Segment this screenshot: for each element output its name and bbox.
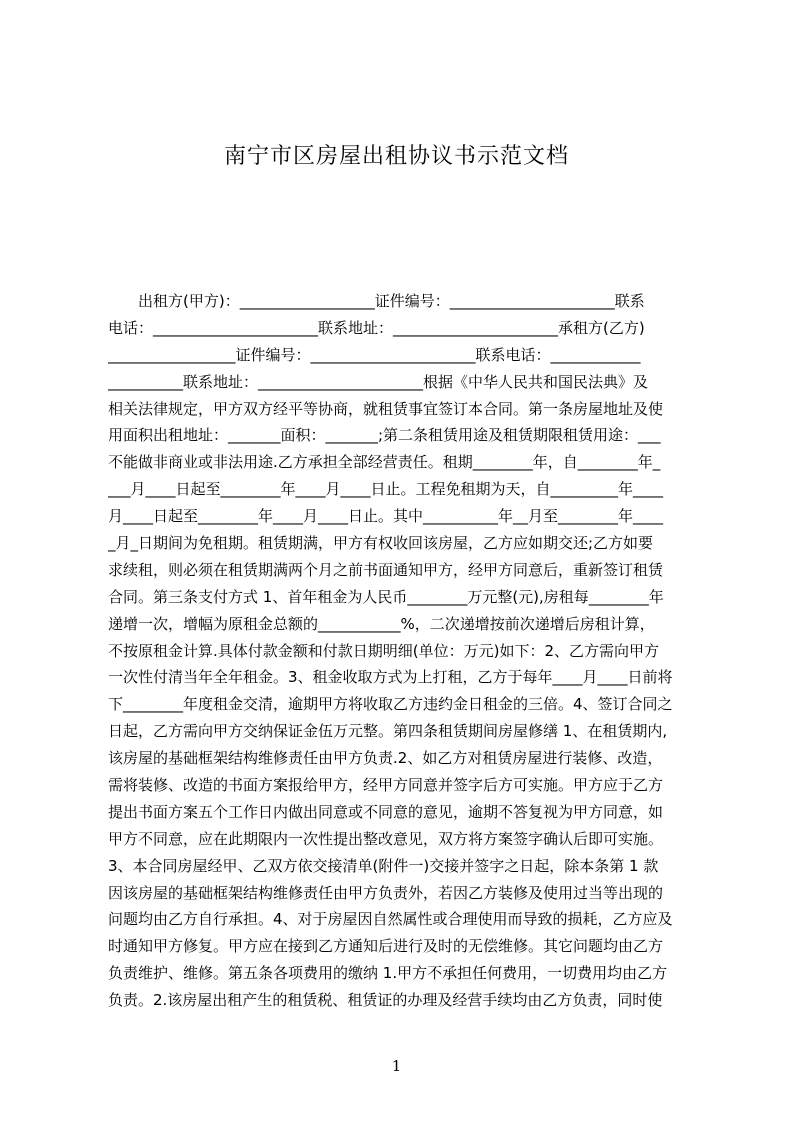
contract-body (108, 288, 698, 1014)
body-line: _________________证件编号：______________________联系电话：____________ (108, 345, 641, 364)
body-line: 月____日起至________年____月____日止。其中__________年__月至________年____ (108, 507, 664, 526)
body-line: 提出书面方案五个工作日内做出同意或不同意的意见，逾期不答复视为甲方同意，如 (108, 802, 664, 821)
body-line: 不能做非商业或非法用途.乙方承担全部经营责任。租期________年，自________年_ (108, 453, 661, 472)
body-line: 合同。第三条支付方式 1、首年租金为人民币________万元整(元),房租每________年 (108, 587, 664, 606)
body-line: 该房屋的基础框架结构维修责任由甲方负责.2、如乙方对租赁房屋进行装修、改造， (108, 749, 663, 768)
body-line: ___月____日起至________年____月____日止。工程免租期为天，自_________年____ (108, 480, 664, 499)
document-title: 南宁市区房屋出租协议书示范文档 (223, 144, 569, 169)
body-line: 不按原租金计算.具体付款金额和付款日期明细(单位：万元)如下：2、乙方需向甲方 (108, 641, 660, 660)
body-line: 因该房屋的基础框架结构维修责任由甲方负责外，若因乙方装修及使用过当等出现的 (108, 883, 664, 902)
body-line: 一次性付清当年全年租金。3、租金收取方式为上打租，乙方于每年____月____日前将 (108, 668, 673, 687)
body-line: 需将装修、改造的书面方案报给甲方，经甲方同意并签字后方可实施。甲方应于乙方 (108, 776, 664, 795)
body-line: 用面积出租地址：_______面积：_______;第二条租赁用途及租赁期限租赁用途：___ (108, 426, 661, 445)
body-line: 电话：______________________联系地址：______________________承租方(乙方) (108, 318, 645, 337)
body-line: 3、本合同房屋经甲、乙双方依交接清单(附件一)交接并签字之日起，除本条第 1 款 (108, 856, 659, 875)
body-line: 下________年度租金交清，逾期甲方将收取乙方违约金日租金的三倍。4、签订合同之 (108, 695, 673, 714)
body-line: 时通知甲方修复。甲方应在接到乙方通知后进行及时的无偿维修。其它问题均由乙方 (108, 937, 664, 956)
body-line: __________联系地址：______________________根据《中华人民共和国民法典》及 (108, 372, 649, 391)
body-line: _月_日期间为免租期。租赁期满，甲方有权收回该房屋，乙方应如期交还;乙方如要 (108, 534, 654, 553)
body-line: 相关法律规定，甲方双方经平等协商，就租赁事宜签订本合同。第一条房屋地址及使 (108, 399, 664, 418)
body-line: 日起，乙方需向甲方交纳保证金伍万元整。第四条租赁期间房屋修缮 1、在租赁期内, (108, 722, 668, 741)
body-line: 负责。2.该房屋出租产生的租赁税、租赁证的办理及经营手续均由乙方负责，同时使 (108, 991, 663, 1010)
body-line: 甲方不同意，应在此期限内一次性提出整改意见，双方将方案签字确认后即可实施。 (108, 829, 664, 848)
body-line: 问题均由乙方自行承担。4、对于房屋因自然属性或合理使用而导致的损耗，乙方应及 (108, 910, 673, 929)
body-line: 求续租，则必须在租赁期满两个月之前书面通知甲方，经甲方同意后，重新签订租赁 (108, 560, 664, 579)
body-line: 递增一次，增幅为原租金总额的___________%，二次递增按前次递增后房租计算， (108, 614, 655, 633)
body-line: 出租方(甲方)：__________________证件编号：______________________联系 (108, 292, 645, 310)
body-line: 负责维护、维修。第五条各项费用的缴纳 1.甲方不承担任何费用，一切费用均由乙方 (108, 964, 668, 983)
page-number: 1 (391, 1057, 402, 1075)
